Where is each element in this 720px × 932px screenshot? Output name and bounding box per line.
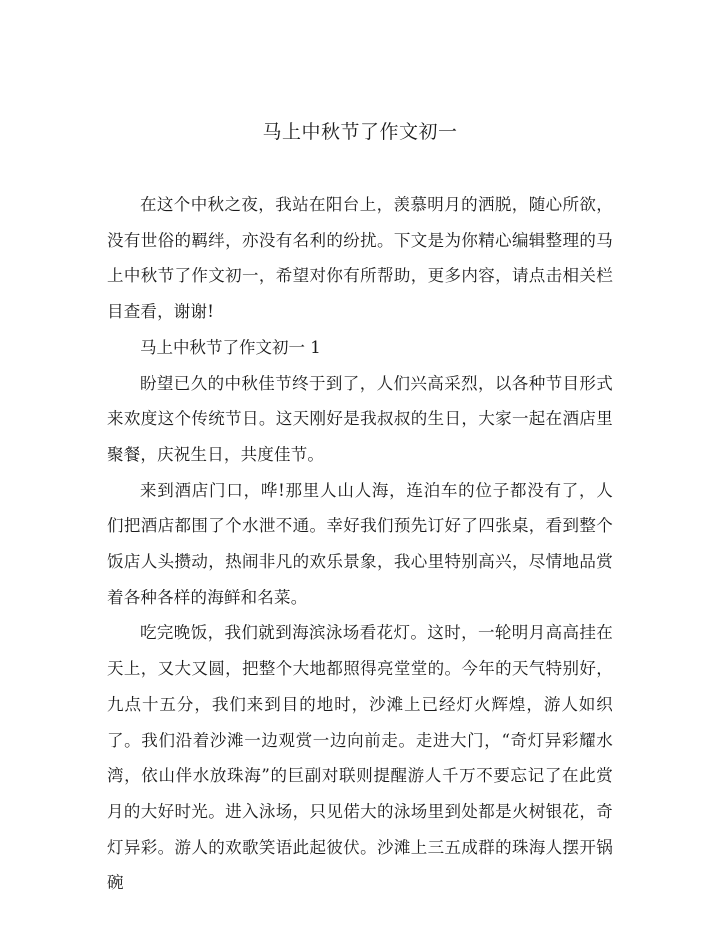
section-heading: 马上中秋节了作文初一 1	[140, 337, 321, 357]
document-title: 马上中秋节了作文初一	[262, 121, 458, 143]
body-paragraph: 盼望已久的中秋佳节终于到了，人们兴高采烈，以各种节目形式来欢度这个传统节日。这天刚好是我叔叔的生日，大家一起在酒店里聚餐，庆祝生日，共度佳节。	[107, 373, 613, 464]
document-body	[107, 187, 613, 901]
body-paragraph: 吃完晚饭，我们就到海滨泳场看花灯。这时，一轮明月高高挂在天上，又大又圆，把整个大地都照得亮堂堂的。今年的天气特别好，九点十五分，我们来到目的地时，沙滩上已经灯火辉煌，游人如织了。我们沿着沙滩一边观赏一边向前走。走进大门，“奇灯异彩耀水湾，依山伴水放珠海”的巨副对联则提醒游人千万不要忘记了在此赏月的大好时光。进入泳场，只见偌大的泳场里到处都是火树银花，奇灯异彩。游人的欢歌笑语此起彼伏。沙滩上三五成群的珠海人摆开锅碗	[107, 623, 613, 893]
intro-paragraph: 在这个中秋之夜，我站在阳台上，羡慕明月的洒脱，随心所欲，没有世俗的羁绊，亦没有名利的纷扰。下文是为你精心编辑整理的马上中秋节了作文初一，希望对你有所帮助，更多内容，请点击相关栏目查看，谢谢!	[107, 195, 613, 322]
body-paragraph: 来到酒店门口，哗!那里人山人海，连泊车的位子都没有了，人们把酒店都围了个水泄不通。幸好我们预先订好了四张桌，看到整个饭店人头攒动，热闹非凡的欢乐景象，我心里特别高兴，尽情地品赏着各种各样的海鲜和名菜。	[107, 480, 613, 607]
